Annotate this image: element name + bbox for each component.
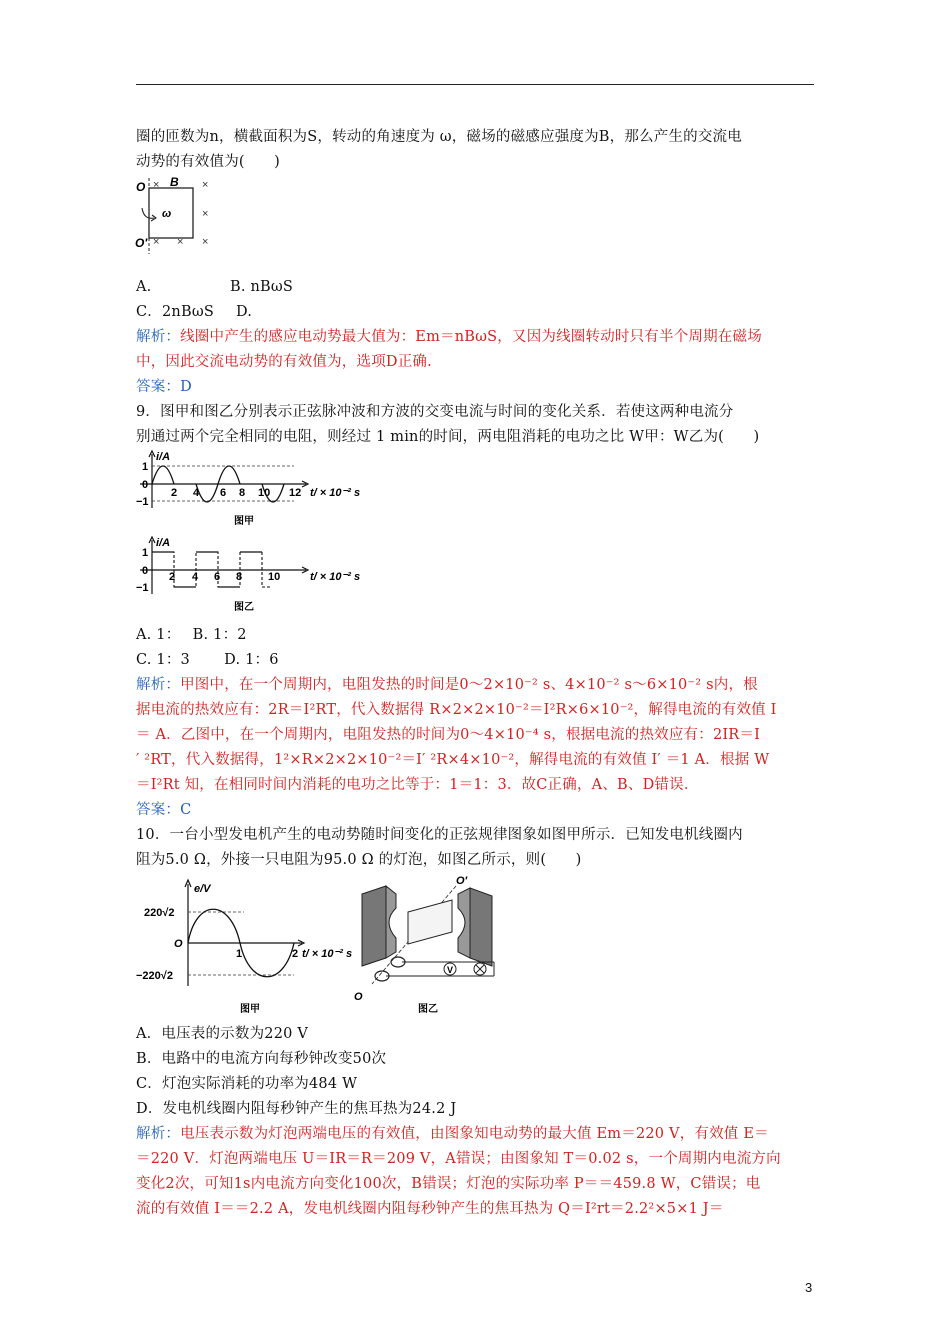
q10-fig2-voltmeter-label: V bbox=[447, 965, 454, 975]
q10-option-c: C．灯泡实际消耗的功率为484 W bbox=[136, 1076, 358, 1092]
q10-fig2-magnet-left bbox=[362, 886, 386, 966]
q10-option-d: D．发电机线圈内阻每秒钟产生的焦耳热为24.2 J bbox=[136, 1101, 457, 1117]
q8-fig-cross: × bbox=[202, 179, 209, 191]
q10-analysis-line2: ＝220 V．灯泡两端电压 U＝IR＝R＝209 V，A错误；由图象知 T＝0.02 s，一个周期内电流方向 bbox=[136, 1151, 781, 1167]
q10-fig1-y-top: 220√2 bbox=[144, 907, 175, 919]
page-number: 3 bbox=[805, 1280, 813, 1295]
q9-fig2-tick: 8 bbox=[236, 571, 243, 583]
q9-analysis-line1: 解析：甲图中，在一个周期内，电阻发热的时间是0～2×10⁻² s、4×10⁻² s～6×10⁻² s内，根 bbox=[136, 677, 758, 693]
q9-options-cd: C. 1：3 D. 1：6 bbox=[136, 652, 279, 668]
q9-fig2-tick: 4 bbox=[192, 571, 199, 583]
q9-fig1-tick: 6 bbox=[220, 487, 227, 499]
q9-fig2-tick: 2 bbox=[169, 571, 176, 583]
q9-fig1-caption: 图甲 bbox=[234, 516, 254, 527]
q8-answer: 答案：D bbox=[136, 379, 192, 395]
q10-fig1-ylabel: e/V bbox=[194, 883, 211, 895]
q9-fig1-y-zero: 0 bbox=[142, 479, 149, 491]
q9-fig2-caption: 图乙 bbox=[234, 602, 254, 613]
q9-fig1-y-top: 1 bbox=[142, 461, 149, 473]
q8-fig-rotation-arrow bbox=[142, 208, 154, 218]
q8-fig-b-label: B bbox=[170, 175, 179, 189]
q9-fig2-xlabel: t/ × 10⁻² s bbox=[310, 571, 361, 583]
q8-fig-cross: × bbox=[177, 236, 184, 248]
q10-analysis-label: 解析： bbox=[136, 1126, 181, 1142]
q10-generator-diagram bbox=[352, 872, 502, 1022]
q8-fig-cross: × bbox=[202, 208, 209, 220]
q8-analysis-label: 解析： bbox=[136, 329, 181, 345]
q10-fig2-o: O bbox=[354, 991, 363, 1003]
q8-fig-o-label: O bbox=[136, 180, 146, 194]
q8-fig-omega-label: ω bbox=[162, 208, 172, 220]
q8-analysis-line1: 解析：线圈中产生的感应电动势最大值为：Em＝nBωS，又因为线圈转动时只有半个周期在磁场 bbox=[136, 329, 762, 345]
q10-fig2-o-prime: O′ bbox=[456, 875, 468, 887]
q8-option-c: C．2nBωS bbox=[136, 304, 214, 320]
q10-fig2-coil bbox=[408, 900, 452, 944]
q9-stem-line2: 别通过两个完全相同的电阻，则经过 1 min的时间，两电阻消耗的电功之比 W甲：W乙为( ) bbox=[136, 429, 760, 445]
q10-fig1-caption: 图甲 bbox=[240, 1004, 260, 1015]
q9-fig1-tick: 8 bbox=[239, 487, 246, 499]
q9-answer: 答案：C bbox=[136, 802, 192, 818]
q10-stem-line2: 阻为5.0 Ω，外接一只电阻为95.0 Ω 的灯泡，如图乙所示，则( ) bbox=[136, 852, 582, 868]
q8-option-a: A. bbox=[136, 279, 152, 295]
q10-analysis-line3: 变化2次，可知1s内电流方向变化100次，B错误；灯泡的实际功率 P＝＝459.8 W，C错误；电 bbox=[136, 1176, 761, 1192]
q10-fig1-xlabel: t/ × 10⁻² s bbox=[302, 948, 353, 960]
q8-fig-cross: × bbox=[153, 236, 160, 248]
q8-stem-line2: 动势的有效值为( ) bbox=[136, 154, 281, 170]
q8-fig-cross: × bbox=[202, 236, 209, 248]
q9-fig2-y-bottom: −1 bbox=[136, 582, 149, 594]
q9-fig1-y-bottom: −1 bbox=[136, 496, 149, 508]
q9-fig1-tick: 2 bbox=[171, 487, 178, 499]
q8-analysis-line2: 中，因此交流电动势的有效值为，选项D正确. bbox=[136, 354, 432, 370]
q9-options-ab: A. 1： B. 1：2 bbox=[136, 627, 247, 643]
q8-coil-figure bbox=[134, 172, 224, 258]
header-rule bbox=[136, 84, 814, 85]
q9-stem-line1: 9．图甲和图乙分别表示正弦脉冲波和方波的交变电流与时间的变化关系．若使这两种电流分 bbox=[136, 404, 734, 420]
q9-fig2-tick: 10 bbox=[268, 571, 281, 583]
q9-fig1-xlabel: t/ × 10⁻² s bbox=[310, 487, 361, 499]
q10-option-a: A．电压表的示数为220 V bbox=[136, 1026, 309, 1042]
q10-stem-line1: 10．一台小型发电机产生的电动势随时间变化的正弦规律图象如图甲所示．已知发电机线圈内 bbox=[136, 827, 743, 843]
q10-analysis-line4: 流的有效值 I＝＝2.2 A，发电机线圈内阻每秒钟产生的焦耳热为 Q＝I²rt＝2.2²×5×1 J＝ bbox=[136, 1201, 724, 1217]
q9-fig1-tick: 4 bbox=[193, 487, 200, 499]
q10-analysis-line1: 解析：电压表示数为灯泡两端电压的有效值，由图象知电动势的最大值 Em＝220 V，有效值 E＝ bbox=[136, 1126, 769, 1142]
q9-analysis-line4: ′ ²RT，代入数据得，1²×R×2×2×10⁻²＝I′ ²R×4×10⁻²，解得电流的有效值 I′ ＝1 A．根据 W bbox=[136, 752, 770, 768]
q10-option-b: B．电路中的电流方向每秒钟改变50次 bbox=[136, 1051, 387, 1067]
q10-emf-graph bbox=[134, 874, 364, 1020]
q8-fig-cross: × bbox=[153, 179, 160, 191]
q10-fig2-caption: 图乙 bbox=[418, 1004, 438, 1015]
q10-fig1-origin: O bbox=[174, 938, 183, 950]
q8-option-d: D. bbox=[236, 304, 253, 320]
q9-fig1-tick: 10 bbox=[258, 487, 271, 499]
q9-figure-jia bbox=[134, 448, 374, 530]
q8-stem-line1: 圈的匝数为n，横截面积为S，转动的角速度为 ω，磁场的磁感应强度为B，那么产生的交流电 bbox=[136, 129, 742, 145]
q8-option-b: B. nBωS bbox=[230, 279, 294, 295]
q9-fig2-y-zero: 0 bbox=[142, 565, 149, 577]
q9-fig1-tick: 12 bbox=[289, 487, 302, 499]
q9-fig1-ylabel: i/A bbox=[156, 451, 171, 463]
q9-fig2-tick: 6 bbox=[214, 571, 221, 583]
q8-fig-o-prime-label: O′ bbox=[135, 236, 148, 250]
q9-fig2-y-top: 1 bbox=[142, 547, 149, 559]
q9-fig2-ylabel: i/A bbox=[156, 537, 171, 549]
q9-figure-yi bbox=[134, 534, 374, 616]
q9-analysis-label: 解析： bbox=[136, 677, 181, 693]
q10-fig1-tick-1: 1 bbox=[236, 948, 243, 960]
q9-analysis-line3: ＝ A．乙图中，在一个周期内，电阻发热的时间为0～4×10⁻⁴ s，根据电流的热效应有：2IR＝I bbox=[136, 727, 761, 743]
q9-analysis-line5: ＝I²Rt 知，在相同时间内消耗的电功之比等于：1＝1：3．故C正确，A、B、D错误． bbox=[136, 777, 699, 793]
q10-fig1-tick-2: 2 bbox=[292, 948, 299, 960]
q10-fig2-magnet-right bbox=[470, 888, 492, 966]
q10-fig1-y-bottom: −220√2 bbox=[136, 970, 173, 982]
q9-analysis-line2: 据电流的热效应有：2R＝I²RT，代入数据得 R×2×2×10⁻²＝I²R×6×10⁻²，解得电流的有效值 I bbox=[136, 702, 777, 718]
